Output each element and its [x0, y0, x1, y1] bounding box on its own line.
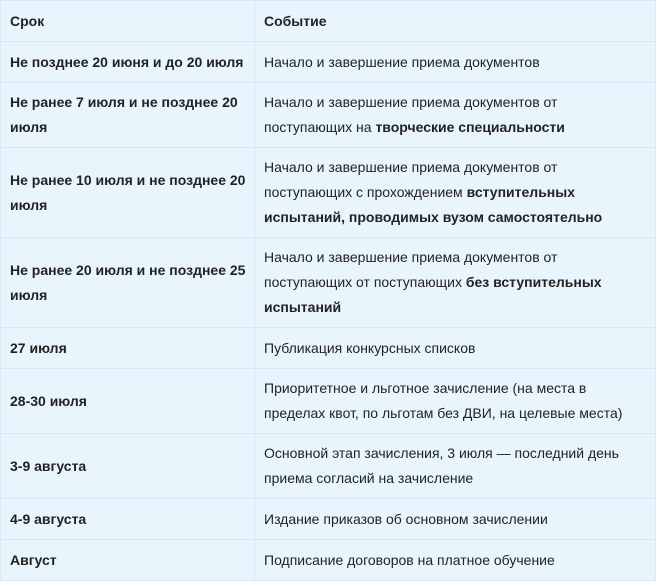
- event-cell: [255, 328, 656, 369]
- column-header-term: Срок: [1, 1, 255, 42]
- event-text: Публикация конкурсных списков: [264, 339, 476, 356]
- term-cell: Август: [1, 540, 255, 581]
- column-header-event: Событие: [255, 1, 656, 42]
- event-text: Основной этап зачисления, 3 июля — последний день приема согласий на зачисление: [264, 445, 619, 486]
- event-text: Начало и завершение приема документов от поступающих от поступающих: [264, 249, 558, 290]
- event-text-emphasis: творческие специальности: [375, 119, 565, 135]
- event-text: Начало и завершение приема документов от поступающих с прохождением: [264, 159, 558, 200]
- table-header-row: [1, 1, 656, 42]
- term-cell: 28-30 июля: [1, 369, 255, 434]
- term-cell: Не ранее 20 июля и не позднее 25 июля: [1, 238, 255, 328]
- term-cell: Не ранее 7 июля и не позднее 20 июля: [1, 83, 255, 148]
- table-row: [1, 369, 656, 434]
- term-cell: 3-9 августа: [1, 434, 255, 499]
- table-row: [1, 499, 656, 540]
- term-cell: 27 июля: [1, 328, 255, 369]
- event-cell: [255, 238, 656, 328]
- event-text-emphasis: без вступительных испытаний: [264, 274, 602, 315]
- event-text: Начало и завершение приема документов: [264, 53, 540, 70]
- table-row: [1, 148, 656, 238]
- table-row: [1, 328, 656, 369]
- term-cell: 4-9 августа: [1, 499, 255, 540]
- event-cell: [255, 499, 656, 540]
- event-cell: [255, 148, 656, 238]
- table-row: [1, 540, 656, 581]
- event-text: Начало и завершение приема документов от поступающих на: [264, 94, 558, 135]
- event-cell: [255, 83, 656, 148]
- event-text: Приоритетное и льготное зачисление (на места в пределах квот, по льготам без ДВИ, на целевые места): [264, 380, 623, 421]
- event-cell: [255, 540, 656, 581]
- event-cell: [255, 369, 656, 434]
- event-text-emphasis: вступительных испытаний, проводимых вузом самостоятельно: [264, 184, 603, 225]
- event-cell: [255, 42, 656, 83]
- event-text: Подписание договоров на платное обучение: [264, 551, 555, 568]
- table-row: [1, 434, 656, 499]
- term-cell: Не ранее 10 июля и не позднее 20 июля: [1, 148, 255, 238]
- table-row: [1, 238, 656, 328]
- table-row: [1, 42, 656, 83]
- event-cell: [255, 434, 656, 499]
- term-cell: Не позднее 20 июня и до 20 июля: [1, 42, 255, 83]
- event-text: Издание приказов об основном зачислении: [264, 510, 548, 527]
- table-row: [1, 83, 656, 148]
